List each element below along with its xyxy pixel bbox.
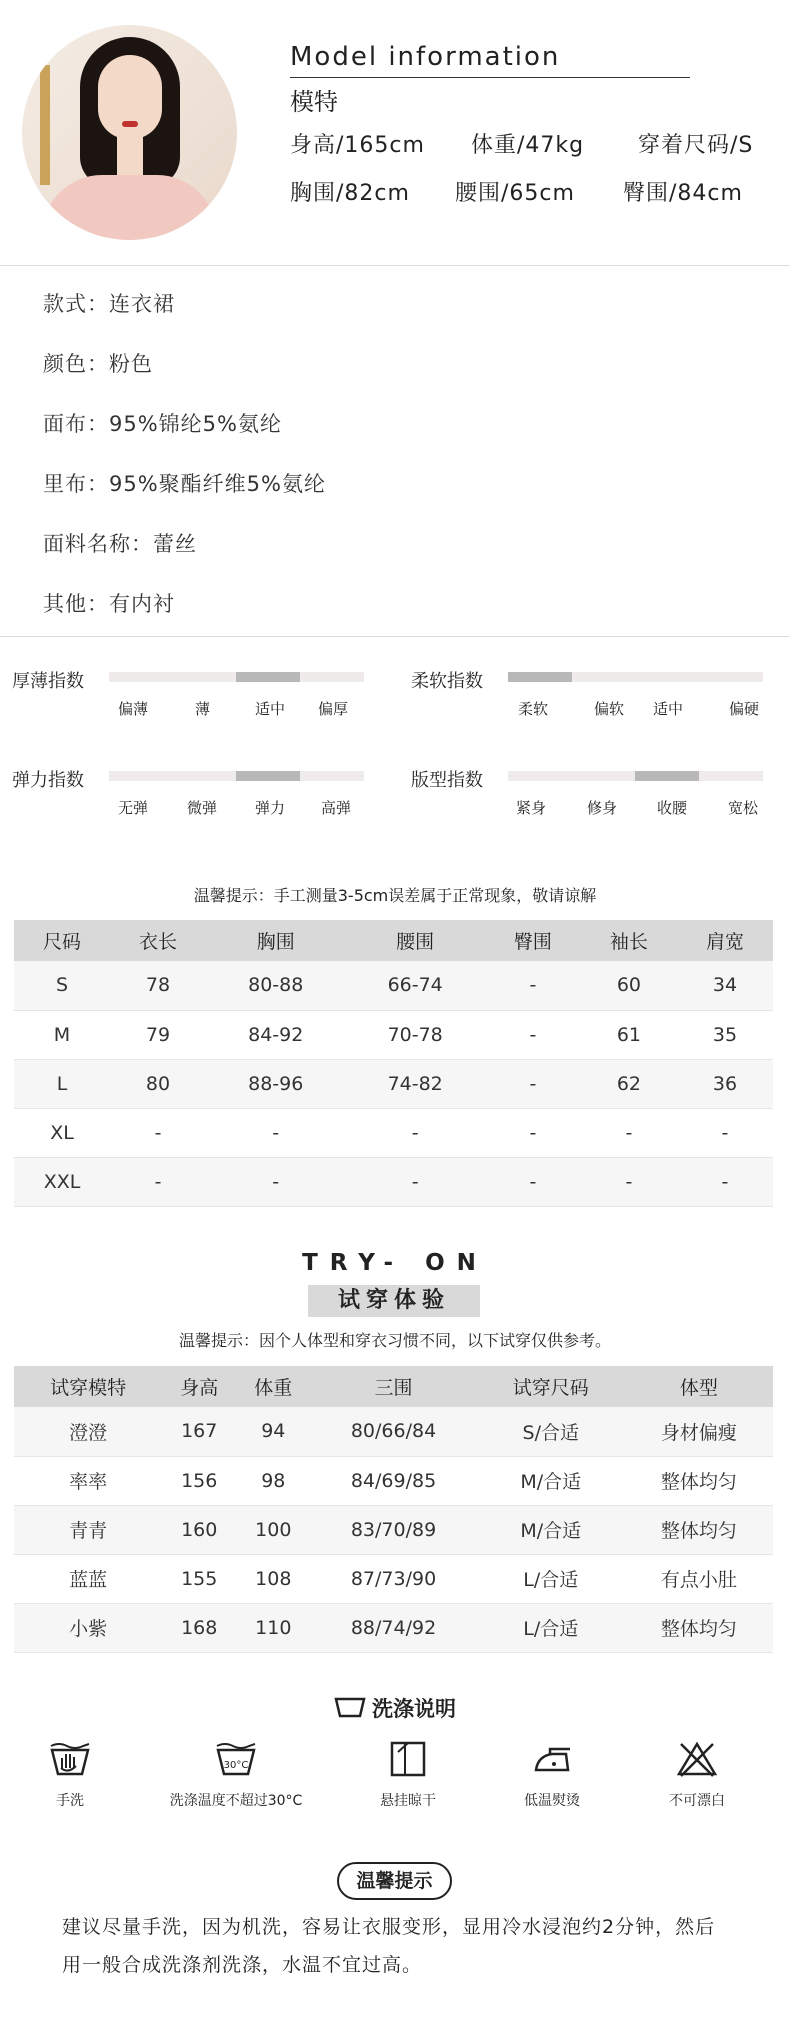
care-item-hand-wash [0, 1740, 160, 1810]
table-cell: - [485, 1157, 581, 1206]
column-header: 体型 [625, 1366, 773, 1407]
table-cell: 84/69/85 [310, 1456, 476, 1505]
indicator-tick: 薄 [195, 700, 211, 718]
indicator-label: 版型指数 [411, 770, 483, 791]
column-header: 身高 [162, 1366, 236, 1407]
indicator-tick: 高弹 [321, 799, 352, 817]
indicator-fill [635, 771, 699, 781]
tryon-subtitle: 试穿体验 [308, 1285, 480, 1317]
table-cell: S [14, 961, 110, 1010]
table-cell: - [485, 1010, 581, 1059]
care-label: 悬挂晾干 [380, 1793, 436, 1809]
size-table [14, 920, 773, 1207]
table-cell: L [14, 1059, 110, 1108]
table-cell: L/合适 [477, 1554, 625, 1603]
tryon-table [14, 1366, 773, 1653]
model-avatar [22, 25, 237, 240]
table-cell: 88-96 [206, 1059, 345, 1108]
table-cell: 155 [162, 1554, 236, 1603]
indicator-tick: 偏厚 [318, 700, 349, 718]
table-cell: 蓝蓝 [14, 1554, 162, 1603]
table-cell: 小紫 [14, 1603, 162, 1652]
spec-style: 款式：连衣裙 [43, 292, 175, 316]
table-cell: 率率 [14, 1456, 162, 1505]
indicator-tick: 偏硬 [729, 700, 760, 718]
table-cell: 79 [110, 1010, 206, 1059]
table-cell: - [485, 1108, 581, 1157]
indicator-tick: 宽松 [728, 799, 759, 817]
table-row [14, 1108, 773, 1157]
table-row [14, 961, 773, 1010]
column-header: 肩宽 [677, 920, 773, 961]
table-cell: 156 [162, 1456, 236, 1505]
indicator-tick: 紧身 [516, 799, 547, 817]
indicator-tick: 柔软 [518, 700, 549, 718]
table-cell: 84-92 [206, 1010, 345, 1059]
column-header: 试穿模特 [14, 1366, 162, 1407]
table-cell: 100 [236, 1505, 310, 1554]
table-cell: 88/74/92 [310, 1603, 476, 1652]
care-item-no-bleach [607, 1740, 787, 1810]
table-cell: 168 [162, 1603, 236, 1652]
tryon-table-body [14, 1407, 773, 1652]
spec-material-name: 面料名称：蕾丝 [43, 532, 197, 556]
model-bust: 胸围/82cm [290, 181, 410, 206]
column-header: 试穿尺码 [477, 1366, 625, 1407]
table-cell: - [677, 1108, 773, 1157]
table-cell: 35 [677, 1010, 773, 1059]
table-cell: 94 [236, 1407, 310, 1456]
tips-line-1: 建议尽量手洗，因为机洗，容易让衣服变形，显用冷水浸泡约2分钟，然后 [62, 1916, 716, 1938]
indicator-bar [508, 672, 763, 682]
table-cell: 整体均匀 [625, 1603, 773, 1652]
table-row [14, 1603, 773, 1652]
indicator-fill [236, 771, 300, 781]
indicator-bar [508, 771, 763, 781]
indicator-tick: 适中 [255, 700, 286, 718]
table-cell: - [485, 961, 581, 1010]
column-header: 尺码 [14, 920, 110, 961]
table-cell: - [581, 1108, 677, 1157]
table-cell: 83/70/89 [310, 1505, 476, 1554]
model-hip: 臀围/84cm [623, 181, 743, 206]
title-underline [290, 77, 690, 78]
no-bleach-icon [675, 1740, 719, 1778]
table-row [14, 1505, 773, 1554]
table-cell: 澄澄 [14, 1407, 162, 1456]
table-cell: 61 [581, 1010, 677, 1059]
size-table-body [14, 961, 773, 1206]
model-size: 穿着尺码/S [638, 133, 754, 158]
model-info-section [0, 0, 790, 265]
indicator-tick: 收腰 [657, 799, 688, 817]
table-row [14, 1456, 773, 1505]
table-cell: - [110, 1108, 206, 1157]
basin-icon [334, 1695, 366, 1719]
table-cell: 87/73/90 [310, 1554, 476, 1603]
size-table-header [14, 920, 773, 961]
table-cell: - [206, 1157, 345, 1206]
table-cell: - [110, 1157, 206, 1206]
spec-lining: 里布：95%聚酯纤维5%氨纶 [43, 472, 326, 496]
spec-color: 颜色：粉色 [43, 352, 153, 376]
indicator-tick: 修身 [587, 799, 618, 817]
indicator-label: 弹力指数 [12, 770, 84, 791]
model-height: 身高/165cm [290, 133, 425, 158]
indicator-tick: 偏薄 [118, 700, 149, 718]
tryon-note: 温馨提示：因个人体型和穿衣习惯不同，以下试穿仅供参考。 [178, 1331, 611, 1350]
tips-title: 温馨提示 [337, 1862, 452, 1900]
tryon-table-header [14, 1366, 773, 1407]
tryon-title: TRY- ON [302, 1250, 488, 1276]
wash-30-icon [214, 1740, 258, 1778]
care-item-wash-30 [146, 1740, 326, 1810]
table-row [14, 1407, 773, 1456]
spec-other: 其他：有内衬 [43, 592, 175, 616]
care-title-text: 洗涤说明 [372, 1697, 456, 1721]
indicator-bar [109, 672, 364, 682]
table-cell: 167 [162, 1407, 236, 1456]
indicator-tick: 微弹 [187, 799, 218, 817]
indicator-tick: 偏软 [594, 700, 625, 718]
table-cell: - [581, 1157, 677, 1206]
table-cell: XL [14, 1108, 110, 1157]
table-cell: XXL [14, 1157, 110, 1206]
table-cell: 80 [110, 1059, 206, 1108]
model-info-title: Model information [290, 42, 561, 72]
indicator-tick: 弹力 [255, 799, 286, 817]
table-cell: - [345, 1108, 484, 1157]
table-cell: 108 [236, 1554, 310, 1603]
table-cell: 62 [581, 1059, 677, 1108]
table-row [14, 1554, 773, 1603]
care-title [0, 1693, 790, 1723]
table-cell: 34 [677, 961, 773, 1010]
table-cell: 78 [110, 961, 206, 1010]
indicator-label: 厚薄指数 [12, 671, 84, 692]
low-iron-icon [530, 1740, 574, 1778]
indicator-fill [236, 672, 300, 682]
section-divider [0, 636, 790, 637]
table-cell: 60 [581, 961, 677, 1010]
table-cell: M/合适 [477, 1456, 625, 1505]
care-label: 手洗 [56, 1793, 84, 1809]
table-cell: 整体均匀 [625, 1456, 773, 1505]
spec-fabric: 面布：95%锦纶5%氨纶 [43, 412, 282, 436]
table-cell: 74-82 [345, 1059, 484, 1108]
column-header: 袖长 [581, 920, 677, 961]
table-cell: 身材偏瘦 [625, 1407, 773, 1456]
column-header: 体重 [236, 1366, 310, 1407]
care-label: 低温熨烫 [524, 1793, 580, 1809]
model-weight: 体重/47kg [471, 133, 585, 158]
care-label: 洗涤温度不超过30°C [169, 1793, 303, 1809]
table-cell: M [14, 1010, 110, 1059]
table-cell: S/合适 [477, 1407, 625, 1456]
table-cell: M/合适 [477, 1505, 625, 1554]
table-cell: 98 [236, 1456, 310, 1505]
indicator-tick: 适中 [653, 700, 684, 718]
model-subtitle: 模特 [290, 88, 338, 116]
table-cell: 36 [677, 1059, 773, 1108]
table-cell: - [485, 1059, 581, 1108]
model-waist: 腰围/65cm [455, 181, 575, 206]
hand-wash-icon [48, 1740, 92, 1778]
table-cell: 80-88 [206, 961, 345, 1010]
table-cell: L/合适 [477, 1603, 625, 1652]
wash-temp-text: 30°C [223, 1760, 249, 1771]
size-note: 温馨提示：手工测量3-5cm误差属于正常现象，敬请谅解 [193, 886, 597, 905]
table-cell: 160 [162, 1505, 236, 1554]
table-row [14, 1059, 773, 1108]
indicator-bar [109, 771, 364, 781]
section-divider [0, 265, 790, 266]
table-cell: 66-74 [345, 961, 484, 1010]
table-cell: 110 [236, 1603, 310, 1652]
indicator-tick: 无弹 [118, 799, 149, 817]
column-header: 三围 [310, 1366, 476, 1407]
table-row [14, 1010, 773, 1059]
indicator-fill [508, 672, 572, 682]
hang-dry-icon [389, 1740, 427, 1778]
care-label: 不可漂白 [669, 1793, 725, 1809]
table-cell: 有点小肚 [625, 1554, 773, 1603]
table-row [14, 1157, 773, 1206]
table-cell: - [345, 1157, 484, 1206]
column-header: 腰围 [345, 920, 484, 961]
table-cell: 80/66/84 [310, 1407, 476, 1456]
tips-line-2: 用一般合成洗涤剂洗涤，水温不宜过高。 [62, 1954, 423, 1976]
column-header: 胸围 [206, 920, 345, 961]
table-cell: 70-78 [345, 1010, 484, 1059]
table-cell: 整体均匀 [625, 1505, 773, 1554]
table-cell: - [677, 1157, 773, 1206]
table-cell: 青青 [14, 1505, 162, 1554]
column-header: 臀围 [485, 920, 581, 961]
indicator-label: 柔软指数 [411, 671, 483, 692]
table-cell: - [206, 1108, 345, 1157]
column-header: 衣长 [110, 920, 206, 961]
